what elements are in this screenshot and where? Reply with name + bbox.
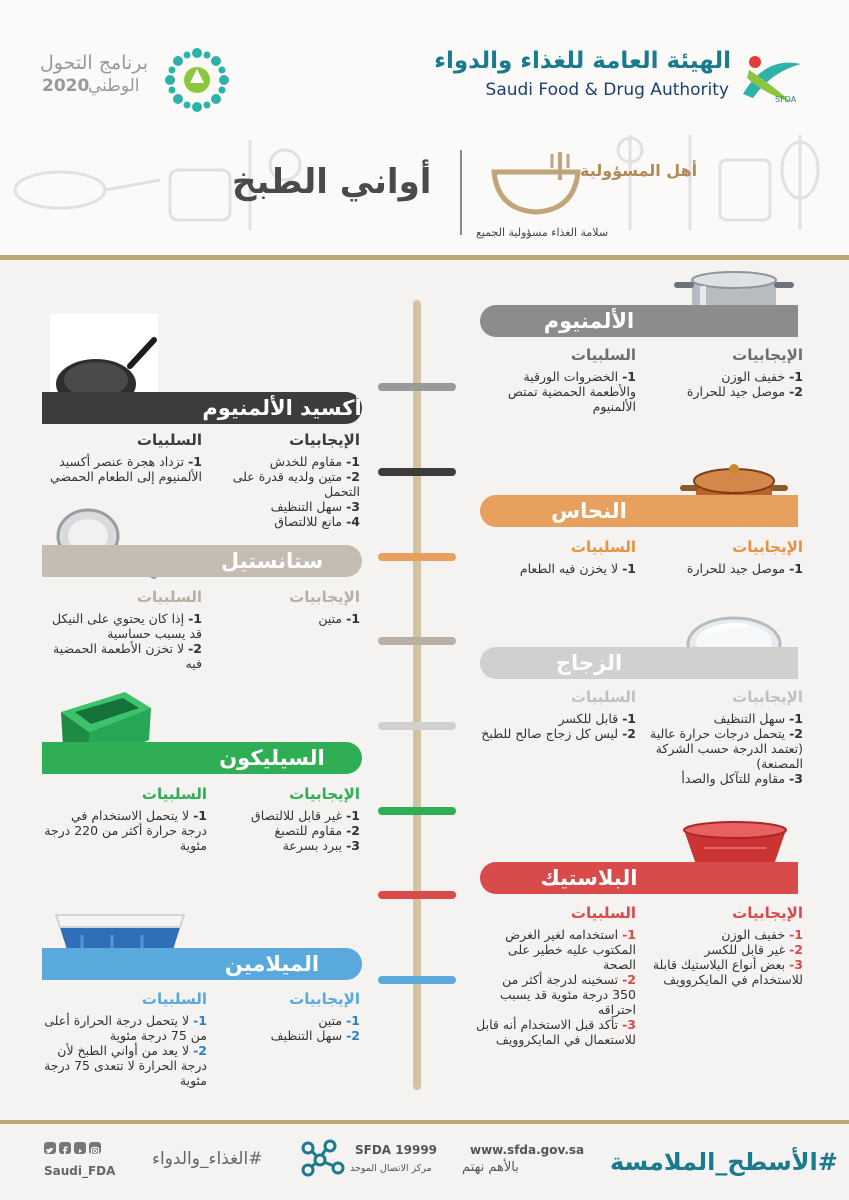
section-banner-anodized: أكسيد الألمنيوم — [42, 392, 362, 424]
pros-heading: الإيجابيات — [732, 904, 803, 922]
cons-heading: السلبيات — [570, 538, 636, 556]
campaign-tagline: سلامة الغذاء مسؤولية الجميع — [476, 226, 609, 239]
pros-heading: الإيجابيات — [732, 538, 803, 556]
section-banner-copper: النحاس — [480, 495, 798, 527]
vision-program-subtitle: الوطني — [88, 76, 140, 96]
pros-plastic: الإيجابيات 1- خفيف الوزن 2- غير قابل للكسر 3- بعض أنواع البلاستيك قابلة للاستخدام في المايكروويف — [650, 906, 803, 987]
cons-heading: السلبيات — [136, 588, 202, 606]
section-banner-melamine: الميلامين — [42, 948, 362, 980]
cons-glass: السلبيات 1- قابل للكسر 2- ليس كل زجاج صالح للطبخ — [478, 690, 636, 741]
pros-anodized: الإيجابيات 1- مقاوم للخدش 2- متين ولديه قدرة على التحمل 3- سهل التنظيف 4- مانع للالتصاق — [210, 433, 360, 529]
section-banner-glass: الزجاج — [480, 647, 798, 679]
facebook-icon[interactable] — [59, 1142, 71, 1154]
svg-text:SFDA: SFDA — [775, 95, 797, 104]
pros-melamine: الإيجابيات 1- متين 2- سهل التنظيف — [250, 992, 360, 1043]
twitter-icon[interactable] — [44, 1142, 56, 1154]
page-title: أواني الطبخ — [232, 162, 432, 202]
campaign-logo-icon — [488, 150, 698, 222]
timeline-tick-stainless — [378, 637, 456, 645]
section-banner-aluminum: الألمنيوم — [480, 305, 798, 337]
cons-copper: السلبيات 1- لا يخزن فيه الطعام — [478, 540, 636, 576]
cons-heading: السلبيات — [570, 346, 636, 364]
timeline-tick-aluminum — [378, 383, 456, 391]
top-divider — [0, 255, 849, 260]
pros-heading: الإيجابيات — [289, 785, 360, 803]
kitchen-utensils-sketch-right — [600, 130, 849, 240]
footer-website-link[interactable]: www.sfda.gov.sa — [470, 1143, 585, 1157]
cons-heading: السلبيات — [141, 990, 207, 1008]
sfda-name-en: Saudi Food & Drug Authority — [485, 80, 729, 100]
section-banner-silicone: السيليكون — [42, 742, 362, 774]
sfda-name-ar: الهيئة العامة للغذاء والدواء — [434, 48, 731, 74]
timeline-tick-copper — [378, 553, 456, 561]
timeline-bar — [413, 300, 421, 1090]
section-banner-plastic: البلاستيك — [480, 862, 798, 894]
cons-heading: السلبيات — [570, 688, 636, 706]
pros-stainless: الإيجابيات 1- متين — [260, 590, 360, 626]
footer-hashtag-food[interactable]: #الغذاء_والدواء — [152, 1149, 263, 1169]
timeline-tick-plastic — [378, 891, 456, 899]
cons-melamine: السلبيات 1- لا يتحمل درجة الحرارة أعلى من 75 درجة مئوية 2- لا يعد من أواني الطبخ لأن درجة الحرارة لا تتعدى 75 درجة مئوية — [42, 992, 207, 1088]
instagram-icon[interactable] — [89, 1142, 101, 1154]
timeline-tick-melamine — [378, 976, 456, 984]
pros-heading: الإيجابيات — [732, 346, 803, 364]
header — [0, 0, 849, 255]
timeline-tick-glass — [378, 722, 456, 730]
pros-copper: الإيجابيات 1- موصل جيد للحرارة — [655, 540, 803, 576]
vision-program-title: برنامج التحول — [40, 52, 149, 74]
cons-heading: السلبيات — [570, 904, 636, 922]
footer-slogan: بالأهم نهتم — [462, 1160, 519, 1175]
pros-heading: الإيجابيات — [732, 688, 803, 706]
cons-plastic: السلبيات 1- استخدامه لغير الغرض المكتوب عليه خطير على الصحة 2- تسخينه لدرجة أكثر من 350 درجة مئوية قد يسبب احتراقه 3- تأكد قبل الاستخدام أنه قابل للاستعمال في المايكروويف — [476, 904, 636, 1047]
title-divider — [460, 150, 462, 235]
cons-stainless: السلبيات 1- إذا كان يحتوي على النيكل قد يسبب حساسية 2- لا تخزن الأطعمة الحمضية فيه — [42, 590, 202, 671]
timeline-tick-anodized — [378, 468, 456, 476]
timeline-tick-silicone — [378, 807, 456, 815]
footer-hashtag-surfaces[interactable]: #الأسطح_الملامسة — [610, 1148, 838, 1176]
pros-heading: الإيجابيات — [289, 990, 360, 1008]
footer-phone[interactable]: SFDA 19999 — [355, 1143, 438, 1157]
sfda-logo-icon — [735, 50, 807, 108]
vision-2030-emblem-icon — [162, 45, 232, 115]
vision-program-year: 2020 — [42, 76, 90, 96]
footer-social-handle[interactable]: Saudi_FDA — [44, 1164, 116, 1178]
cons-aluminum: السلبيات 1- الخضروات الورقية والأطعمة الحمضية تمتص الألمنيوم — [478, 348, 636, 414]
footer-divider — [0, 1120, 849, 1124]
campaign-logo-text: أهل المسؤولية — [580, 161, 698, 180]
footer-phone-label: مركز الاتصال الموحد — [350, 1163, 432, 1174]
pros-aluminum: الإيجابيات 1- خفيف الوزن 2- موصل جيد للحرارة — [655, 348, 803, 399]
pros-heading: الإيجابيات — [289, 588, 360, 606]
youtube-icon[interactable] — [74, 1142, 86, 1154]
pros-glass: الإيجابيات 1- سهل التنظيف 2- يتحمل درجات حرارة عالية (تعتمد الدرجة حسب الشركة المصنعة) 3- مقاوم للتآكل والصدأ — [648, 690, 803, 786]
call-center-icon — [300, 1140, 346, 1176]
cons-anodized: السلبيات 1- تزداد هجرة عنصر أكسيد الألمنيوم إلى الطعام الحمضي — [42, 433, 202, 484]
cons-silicone: السلبيات 1- لا يتحمل الاستخدام في درجة حرارة أكثر من 220 درجة مئوية — [42, 787, 207, 853]
cons-heading: السلبيات — [141, 785, 207, 803]
pros-heading: الإيجابيات — [289, 431, 360, 449]
cons-heading: السلبيات — [136, 431, 202, 449]
pros-silicone: الإيجابيات 1- غير قابل للالتصاق 2- مقاوم للتصبغ 3- يبرد بسرعة — [230, 787, 360, 853]
section-banner-stainless: ستانستيل — [42, 545, 362, 577]
